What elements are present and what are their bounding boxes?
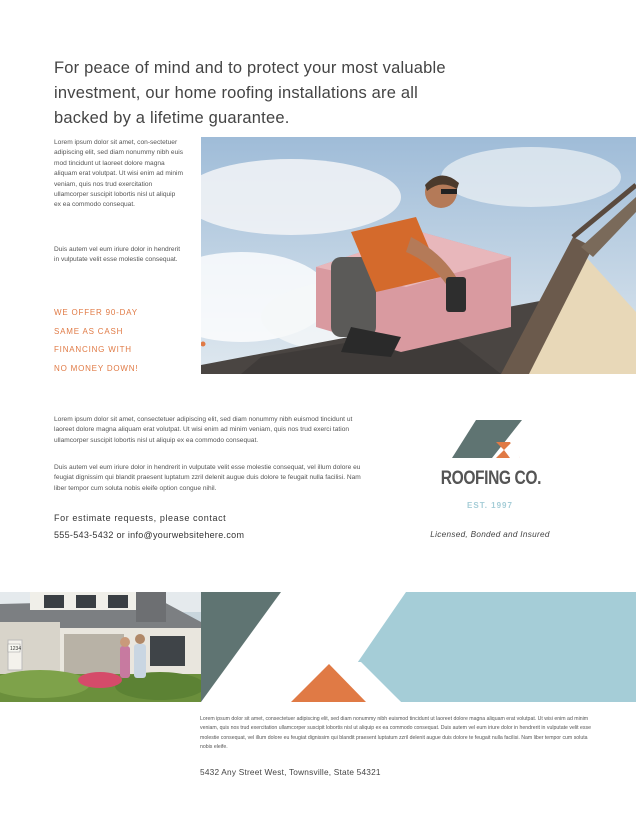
offer-line: NO MONEY DOWN!: [54, 363, 139, 373]
roofer-photo: [201, 137, 636, 374]
house-photo: [0, 592, 201, 702]
offer-line: WE OFFER 90-DAY: [54, 308, 138, 317]
body-paragraph-2: Duis autem vel eum iriure dolor in hendrerit in vulputate velit esse molestie consequat, vel illum dolore eu feugiat dignissim qui blandit praesent luptatum zzril delenit augue duis dolore te feugait nulla facilisi. Nam liber tempor cum soluta nobis eleife option congue nihil.: [54, 464, 361, 492]
established-year: EST. 1997: [467, 501, 513, 510]
offer-line: FINANCING WITH: [54, 345, 132, 354]
offer-line: SAME AS CASH: [54, 326, 124, 336]
company-address: 5432 Any Street West, Townsville, State 54321: [200, 767, 381, 777]
intro-paragraph-2: Duis autem vel eum iriure dolor in hendrerit in vulputate velit esse molestie consequat.: [54, 246, 181, 264]
body-paragraph: Lorem ipsum dolor sit amet, consectetuer adipiscing elit, sed diam nonummy nibh euismod tincidunt ut laoreet dolore magna aliquam erat volutpat. Ut wisi enim ad minim veniam, quis nos trud exerci tation ullamcorper suscipit lobortis nisl ut aliquip ex ea commodo consequat.: [54, 416, 353, 444]
financing-offer: [54, 304, 204, 378]
house-number-sign: 1234: [10, 646, 22, 652]
roofer-illustration: [201, 137, 636, 374]
company-name: ROOFING CO.: [440, 468, 542, 489]
contact-label: For estimate requests, please contact: [54, 513, 227, 523]
headline: For peace of mind and to protect your most valuable investment, our home roofing installations are all backed by a lifetime guarantee.: [54, 59, 446, 127]
intro-paragraph: Lorem ipsum dolor sit amet, con-sectetuer adipiscing elit, sed diam nonummy nibh euis mod tincidunt ut laoreet dolore magna aliquam erat volutpat. Ut wisi enim ad minim veniam, quis nos trud exercitation ullamcorper suscipit lobortis nisl ut aliquip ex ea commodo consequat.: [54, 139, 184, 209]
license-tagline: Licensed, Bonded and Insured: [430, 530, 550, 539]
roof-geometric-graphic: [201, 592, 636, 702]
footer-paragraph: Lorem ipsum dolor sit amet, consectetuer adipiscing elit, sed diam nonummy nibh euismod tincidunt ut laoreet dolore magna aliquam erat volutpat. Ut wisi enim ad minim veniam, quis nos trud exercitation ullamcorper suscipit lobortis nisl ut aliquip ex ea commodo consequat. Duis autem vel eum iriure dolor in hendrerit in vulputate velit esse molestie consequat, vel illum dolore eu feugiat dignissim qui blandit praesent luptatum zzril delenit augue duis dolore te feugait nulla facilisi. Nam liber tempor cum soluta nobis eleife.: [200, 716, 591, 750]
contact-info: 555-543-5432 or info@yourwebsitehere.com: [54, 530, 245, 540]
